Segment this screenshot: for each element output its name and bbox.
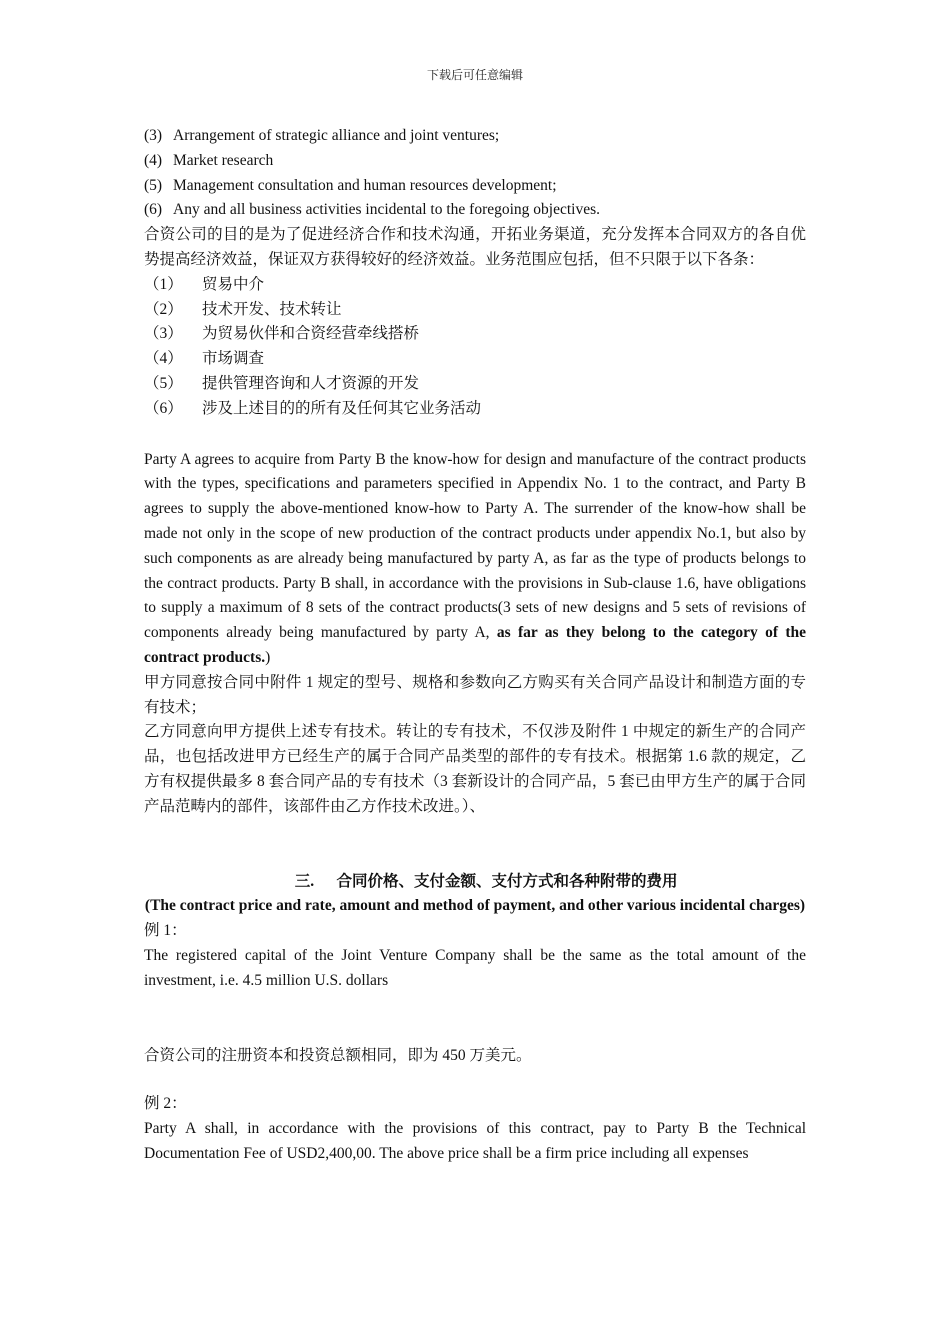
list-item-number: (6): [144, 201, 163, 219]
list-item-number: （5）: [144, 374, 183, 392]
section-title-chinese: 合同价格、支付金额、支付方式和各种附带的费用: [336, 872, 678, 890]
list-item-number: （3）: [144, 325, 183, 343]
list-item-number: (5): [144, 176, 163, 194]
list-item-number: （4）: [144, 350, 183, 368]
list-item: [144, 298, 806, 323]
example-1-chinese: 合资公司的注册资本和投资总额相同，即为 450 万美元。: [144, 1046, 532, 1064]
example-2-english: Party A shall, in accordance with the provisions of this contract, pay to Party B the Technical Documentation Fee of USD2,400,00. The above price shall be a firm price including all expenses: [144, 1120, 806, 1162]
spacer: [144, 994, 806, 1044]
list-item-text: 市场调查: [202, 350, 265, 368]
english-objectives-list: [144, 124, 806, 223]
list-item-text: 提供管理咨询和人才资源的开发: [202, 374, 420, 392]
document-body: [144, 124, 806, 1167]
spacer: [144, 422, 806, 448]
knowhow-english-tail: ): [265, 648, 271, 666]
spacer: [144, 1068, 806, 1092]
list-item: [144, 198, 806, 223]
list-item: [144, 174, 806, 199]
list-item-text: 涉及上述目的的所有及任何其它业务活动: [202, 399, 482, 417]
knowhow-english-text: Party A agrees to acquire from Party B the know-how for design and manufacture of the contract products with the types, specifications and parameters specified in Appendix No. 1 to the contract, and Party B agrees to supply the above-mentioned know-how to Party A. The surrender of the know-how shall be made not only in the scope of new production of the contract products under appendix No.1, but also by such components as are already being manufactured by party A, as far as the type of products belongs to the contract products. Party B shall, in accordance with the provisions in Sub-clause 1.6, have obligations to supply a maximum of 8 sets of the contract products(3 sets of new designs and 5 sets of revisions of components already being manufactured by party A,: [144, 450, 806, 642]
section-heading-chinese: [144, 870, 806, 895]
list-item-text: Market research: [173, 151, 274, 169]
list-item-number: (3): [144, 127, 163, 144]
chinese-purpose-paragraph: 合资公司的目的是为了促进经济合作和技术沟通，开拓业务渠道，充分发挥本合同双方的各自优势提高经济效益，保证双方获得较好的经济效益。业务范围应包括，但不只限于以下各条：: [144, 226, 806, 268]
page-header: 下载后可任意编辑: [426, 68, 523, 82]
list-item: [144, 149, 806, 174]
list-item: [144, 124, 806, 149]
list-item: [144, 322, 806, 347]
list-item-text: 为贸易伙伴和合资经营牵线搭桥: [202, 325, 420, 343]
list-item-text: Arrangement of strategic alliance and joint ventures;: [173, 127, 500, 144]
list-item-number: （1）: [144, 275, 183, 293]
example-1-label: 例 1：: [144, 922, 187, 940]
list-item-text: 技术开发、技术转让: [202, 300, 342, 318]
list-item-text: 贸易中介: [202, 275, 265, 293]
knowhow-english-bold: as far as they belong to the category of the contract products.: [144, 624, 806, 666]
list-item-number: （6）: [144, 399, 183, 417]
section-number: 三.: [294, 872, 315, 890]
spacer: [144, 820, 806, 870]
knowhow-chinese-paragraph-1: 甲方同意按合同中附件 1 规定的型号、规格和参数向乙方购买有关合同产品设计和制造方面的专有技术；: [144, 673, 806, 716]
list-item-number: (4): [144, 151, 163, 169]
knowhow-english-paragraph: [144, 448, 806, 671]
list-item: [144, 347, 806, 372]
knowhow-chinese-paragraph-2: 乙方同意向甲方提供上述专有技术。转让的专有技术，不仅涉及附件 1 中规定的新生产的合同产品，也包括改进甲方已经生产的属于合同产品类型的部件的专有技术。根据第 1.6 款的规定，乙方有权提供最多 8 套合同产品的专有技术（3 套新设计的合同产品，5 套已由甲方生产的属于合同产品范畴内的部件，该部件由乙方作技术改进。）、: [144, 723, 806, 815]
list-item: [144, 372, 806, 397]
list-item-text: Management consultation and human resources development;: [173, 176, 557, 194]
list-item: [144, 397, 806, 422]
list-item-text: Any and all business activities incidental to the foregoing objectives.: [173, 201, 601, 219]
example-2-label: 例 2：: [144, 1095, 187, 1113]
list-item: [144, 273, 806, 298]
list-item-number: （2）: [144, 300, 183, 318]
chinese-objectives-list: [144, 273, 806, 422]
example-1-english: The registered capital of the Joint Venture Company shall be the same as the total amount of the investment, i.e. 4.5 million U.S. dollars: [144, 946, 806, 989]
section-heading-english: (The contract price and rate, amount and method of payment, and other various incidental charges): [144, 897, 806, 915]
